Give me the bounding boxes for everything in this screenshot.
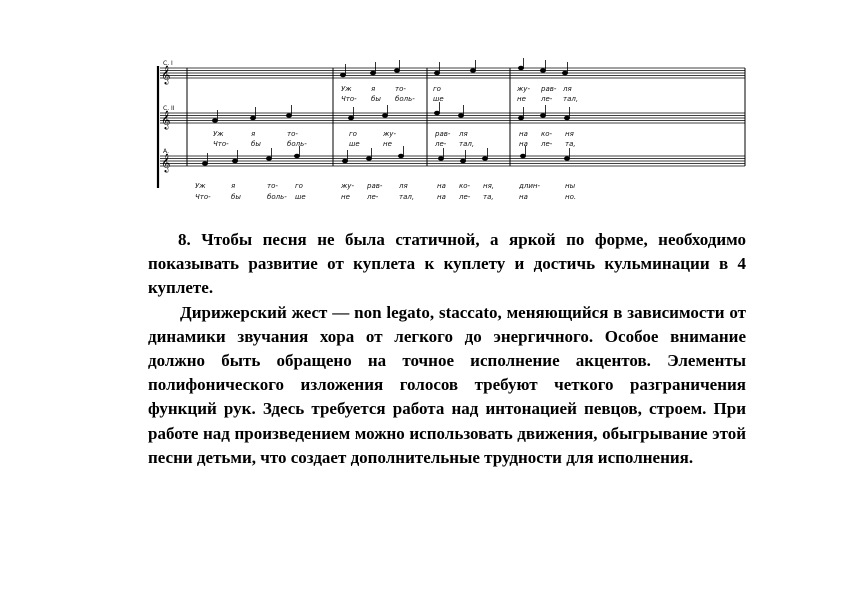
- staff-soprano-2: [160, 113, 745, 123]
- svg-text:жу-: жу-: [341, 182, 354, 190]
- svg-text:на: на: [437, 193, 446, 201]
- svg-text:боль-: боль-: [395, 95, 415, 103]
- svg-text:не: не: [341, 193, 350, 201]
- svg-text:но.: но.: [565, 193, 577, 201]
- svg-text:то-: то-: [287, 130, 298, 138]
- svg-text:та,: та,: [565, 140, 576, 148]
- svg-text:Уж: Уж: [341, 85, 352, 93]
- svg-text:та,: та,: [483, 193, 494, 201]
- notes-staff-2: [212, 102, 569, 122]
- svg-text:бы: бы: [231, 193, 241, 201]
- treble-clef-icon: 𝄞: [161, 65, 171, 84]
- svg-text:на: на: [519, 193, 528, 201]
- treble-clef-icon: 𝄞: [161, 110, 171, 129]
- svg-text:я: я: [251, 130, 256, 138]
- paragraph-conducting-gesture: Дирижерский жест — non legato, staccato, меняющийся в зависимости от динамики звучания хора от легкого до энергичного. Особое внимание должно быть обращено на точное исполнение акцентов. Элементы полифонического изложения голосов требуют четкого разграничения функций рук. Здесь требуется работа над интонацией певцов, строем. При работе над произведением можно использовать движения, обыгрывание этой песни детьми, что создает дополнительные трудности для исполнения.: [148, 302, 746, 467]
- svg-text:ле-: ле-: [435, 140, 447, 148]
- voice-label: С. I: [163, 60, 173, 67]
- svg-text:длин-: длин-: [519, 182, 540, 190]
- svg-text:боль-: боль-: [267, 193, 287, 201]
- lyrics-voice-3: [195, 182, 576, 201]
- svg-text:Что-: Что-: [195, 193, 211, 201]
- lyrics-voice-1: [341, 85, 578, 103]
- svg-text:ше: ше: [295, 193, 306, 201]
- svg-text:тал,: тал,: [459, 140, 475, 148]
- svg-text:на: на: [437, 182, 446, 190]
- svg-text:ле-: ле-: [541, 140, 553, 148]
- svg-text:ше: ше: [349, 140, 360, 148]
- svg-text:на: на: [519, 130, 528, 138]
- svg-text:ле-: ле-: [541, 95, 553, 103]
- svg-text:рав-: рав-: [367, 182, 383, 190]
- svg-text:то-: то-: [395, 85, 406, 93]
- svg-text:бы: бы: [371, 95, 381, 103]
- treble-clef-icon: 𝄞: [161, 153, 171, 172]
- svg-text:го: го: [433, 85, 441, 93]
- score-svg: [155, 56, 747, 208]
- svg-text:ля: ля: [399, 182, 408, 190]
- svg-text:не: не: [517, 95, 526, 103]
- svg-text:на: на: [519, 140, 528, 148]
- svg-text:ны: ны: [565, 182, 576, 190]
- svg-text:ня,: ня,: [483, 182, 495, 190]
- bar-lines: [187, 68, 745, 166]
- svg-text:ле-: ле-: [367, 193, 379, 201]
- voice-label: С. II: [163, 105, 175, 112]
- svg-text:боль-: боль-: [287, 140, 307, 148]
- svg-text:го: го: [295, 182, 303, 190]
- svg-text:ко-: ко-: [459, 182, 471, 190]
- svg-text:ле-: ле-: [459, 193, 471, 201]
- svg-text:тал,: тал,: [563, 95, 579, 103]
- lyrics-voice-2: [213, 130, 576, 148]
- svg-text:рав-: рав-: [541, 85, 557, 93]
- svg-text:рав-: рав-: [435, 130, 451, 138]
- body-text: [148, 228, 746, 470]
- svg-text:я: я: [231, 182, 236, 190]
- svg-text:ля: ля: [563, 85, 572, 93]
- svg-text:бы: бы: [251, 140, 261, 148]
- svg-text:го: го: [349, 130, 357, 138]
- svg-text:тал,: тал,: [399, 193, 415, 201]
- staff-alto: [160, 156, 745, 166]
- svg-text:жу-: жу-: [517, 85, 530, 93]
- svg-text:не: не: [383, 140, 392, 148]
- notes-staff-1: [340, 58, 567, 77]
- svg-text:Что-: Что-: [341, 95, 357, 103]
- svg-text:ко-: ко-: [541, 130, 553, 138]
- voice-label: А.: [163, 148, 170, 155]
- svg-text:я: я: [371, 85, 376, 93]
- svg-text:Уж: Уж: [213, 130, 224, 138]
- svg-text:ня: ня: [565, 130, 574, 138]
- paragraph-8: 8. Чтобы песня не была статичной, а яркой по форме, необходимо показывать развитие от куплета к куплету и достичь кульминации в 4 куплете.: [148, 230, 746, 298]
- svg-text:Что-: Что-: [213, 140, 229, 148]
- svg-text:ше: ше: [433, 95, 444, 103]
- staff-soprano-1: [160, 68, 745, 78]
- svg-text:жу-: жу-: [383, 130, 396, 138]
- music-score: [155, 56, 747, 208]
- svg-text:ля: ля: [459, 130, 468, 138]
- svg-text:то-: то-: [267, 182, 278, 190]
- svg-text:Уж: Уж: [195, 182, 206, 190]
